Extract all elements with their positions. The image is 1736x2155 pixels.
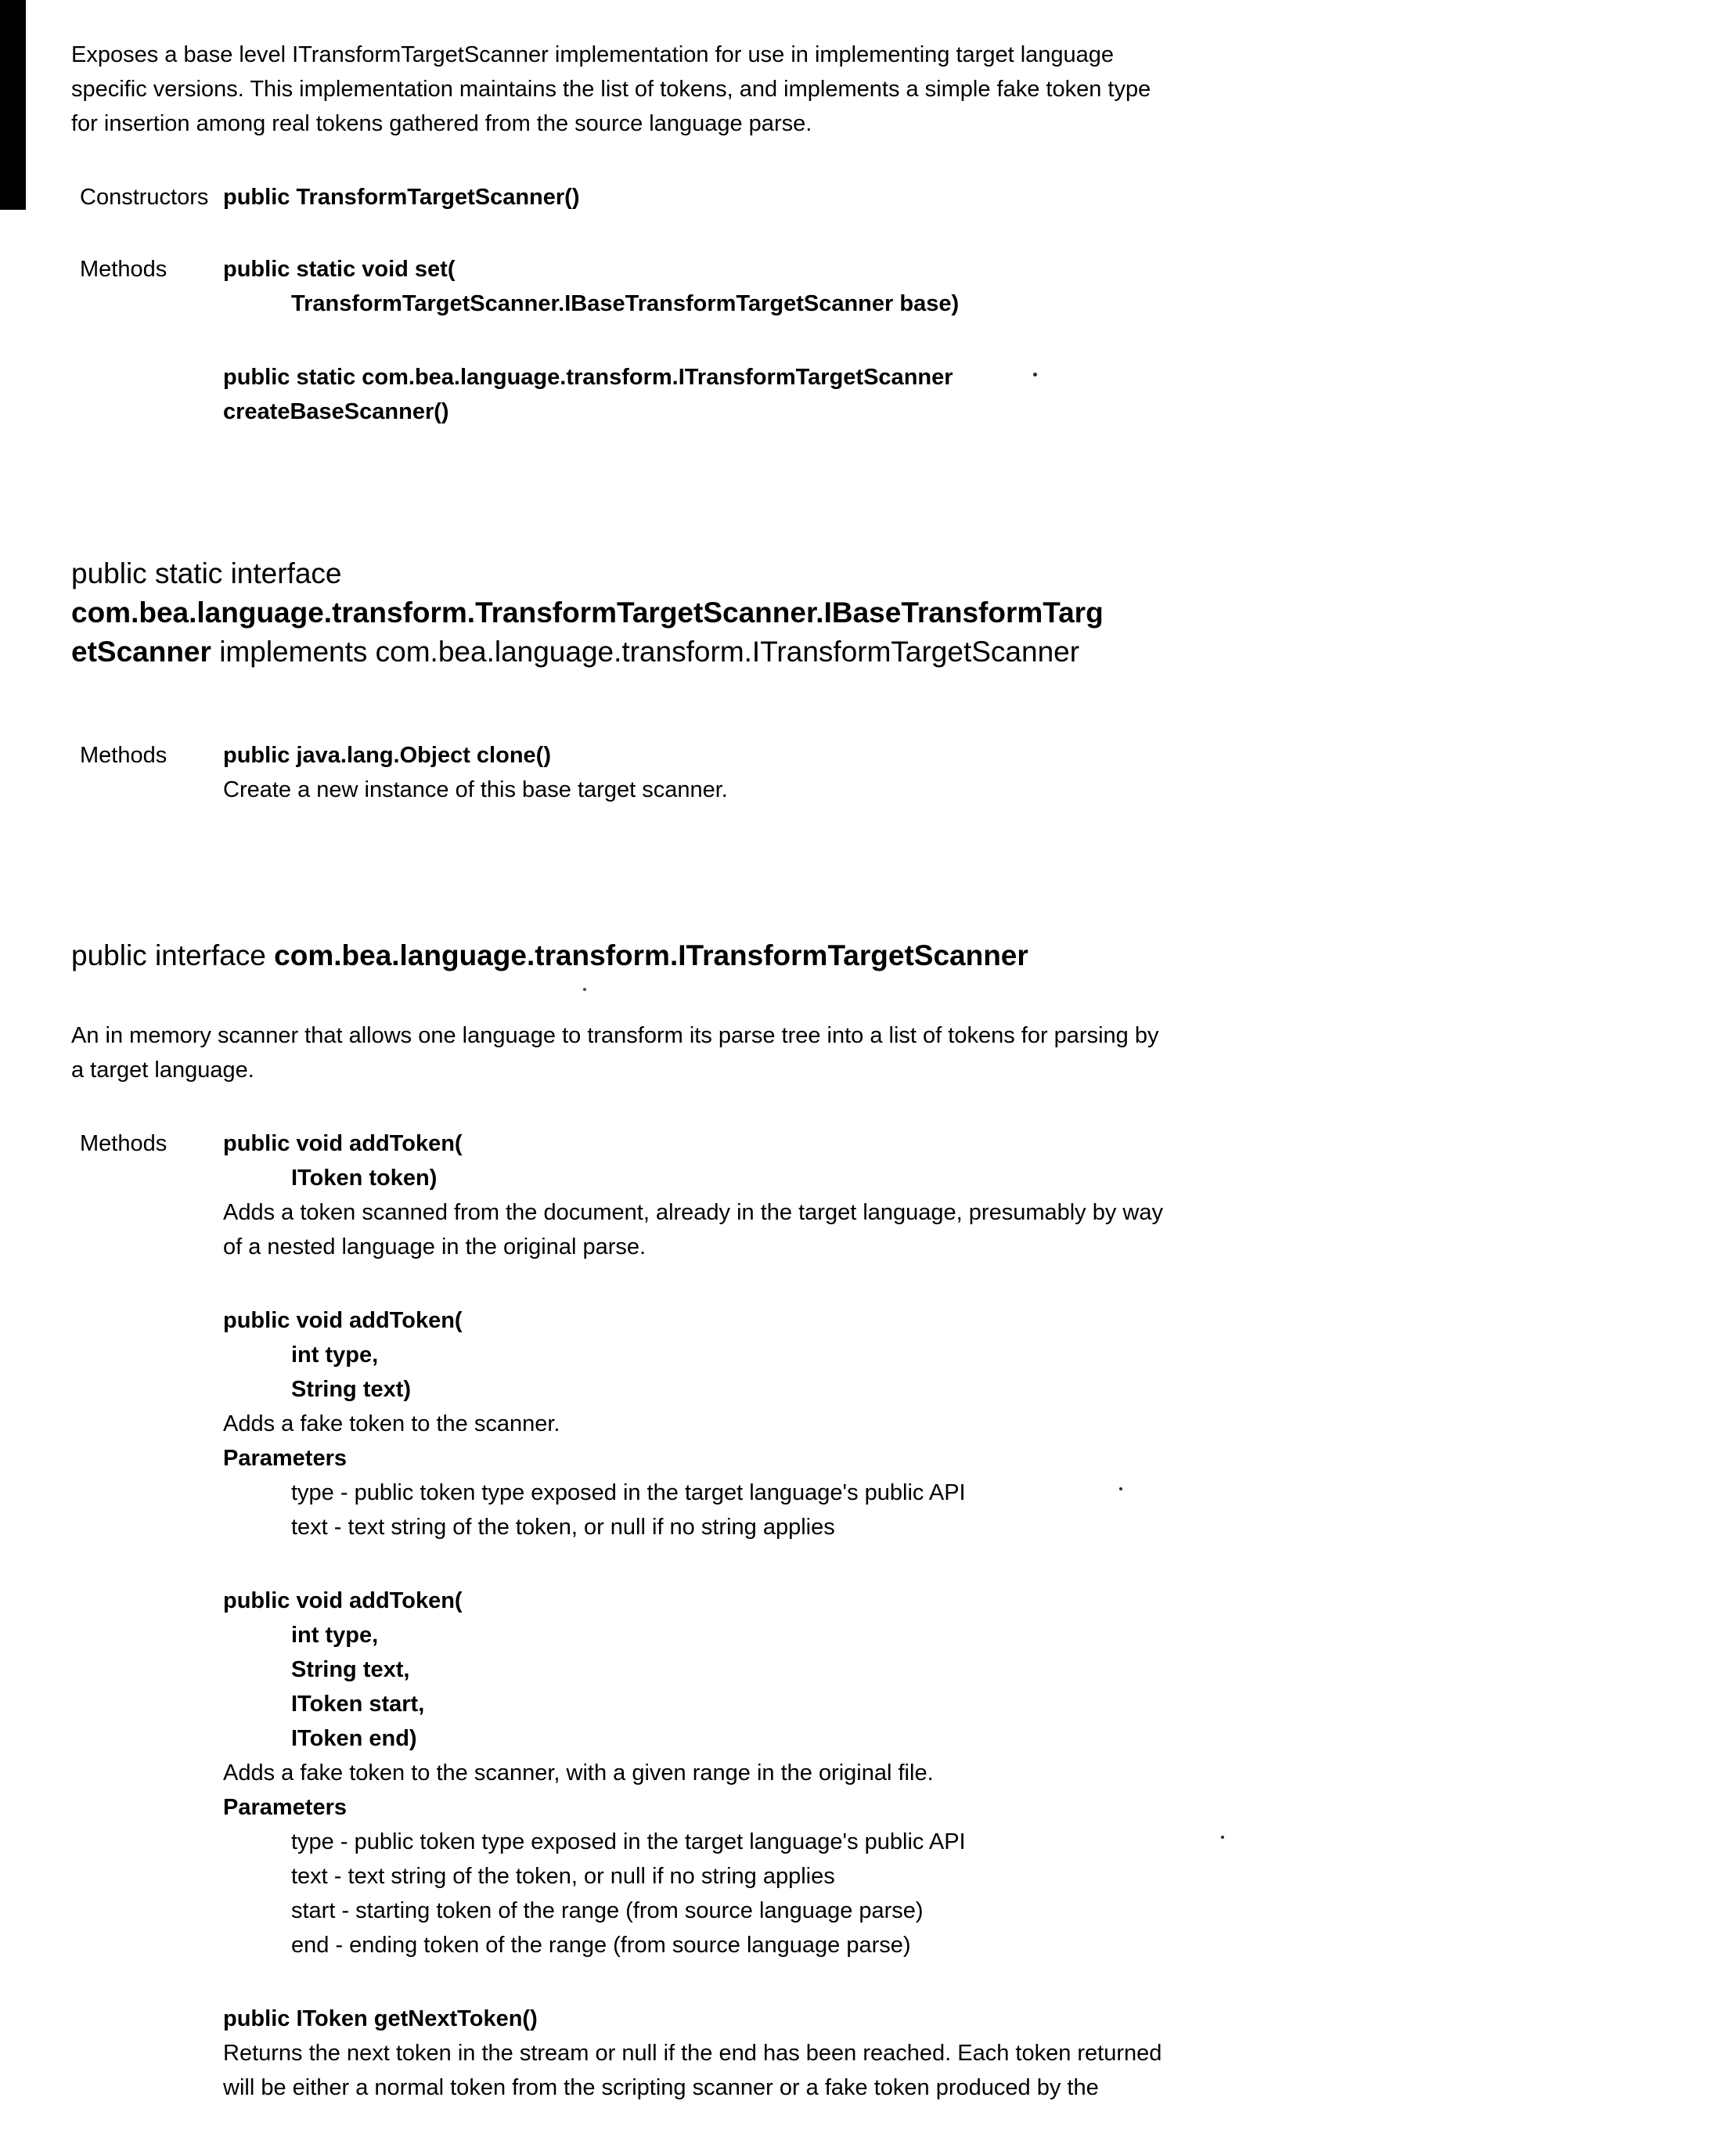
method-description-line: Create a new instance of this base target scanner.	[223, 777, 728, 802]
method-description-line: will be either a normal token from the scripting scanner or a fake token produced by the	[223, 2075, 1099, 2100]
text-line: a target language.	[71, 1058, 254, 1083]
method-description-line: Adds a token scanned from the document, already in the target language, presumably by way	[223, 1200, 1163, 1225]
method-signature-line: public static com.bea.language.transform.ITransformTargetScanner	[223, 365, 953, 390]
interface2-methods-row	[71, 1126, 1464, 2105]
method-description-line: Adds a fake token to the scanner, with a given range in the original file.	[223, 1760, 934, 1786]
class-methods-row	[71, 252, 1464, 429]
parameter-item: type - public token type exposed in the target language's public API	[291, 1480, 966, 1505]
interface2-description	[71, 1018, 1464, 1087]
method-signature-line: createBaseScanner()	[223, 399, 449, 424]
intro-paragraph	[71, 38, 1464, 141]
methods-label: Methods	[80, 257, 167, 282]
parameter-item: text - text string of the token, or null if no string applies	[291, 1515, 835, 1540]
heading-line: public static interface	[71, 557, 342, 589]
interface1-methods-row	[71, 738, 1464, 807]
methods-label: Methods	[80, 743, 167, 768]
method-description-line: of a nested language in the original parse.	[223, 1234, 646, 1259]
interface2-methods-content	[223, 1126, 1464, 2105]
interface1-heading	[71, 554, 1464, 672]
method-add-token-2	[223, 1303, 1464, 1544]
parameter-item: text - text string of the token, or null if no string applies	[291, 1864, 835, 1889]
method-signature-line: public void addToken(	[223, 1588, 463, 1613]
parameter-item: start - starting token of the range (from source language parse)	[291, 1898, 924, 1923]
interface2-heading	[71, 936, 1464, 975]
method-signature-line: public void addToken(	[223, 1131, 463, 1156]
constructor-entry	[223, 180, 1464, 214]
methods-label: Methods	[80, 1131, 167, 1156]
class-methods-content	[223, 252, 1464, 429]
text-line: Exposes a base level ITransformTargetScanner implementation for use in implementing target language	[71, 42, 1115, 67]
parameters-label: Parameters	[223, 1795, 347, 1820]
constructors-content	[223, 180, 1464, 214]
text-line: for insertion among real tokens gathered from the source language parse.	[71, 111, 812, 136]
method-param-line: String text)	[291, 1377, 412, 1402]
method-clone	[223, 738, 1464, 807]
method-add-token-3	[223, 1584, 1464, 1962]
parameter-item: end - ending token of the range (from source language parse)	[291, 1933, 911, 1958]
method-signature-line: public IToken getNextToken()	[223, 2006, 538, 2031]
method-description-line: Adds a fake token to the scanner.	[223, 1411, 560, 1436]
heading-line	[71, 936, 1464, 975]
method-param-line: IToken start,	[291, 1692, 425, 1717]
constructors-label: Constructors	[80, 185, 209, 210]
method-signature-line: public static void set(	[223, 257, 456, 282]
text-line: specific versions. This implementation maintains the list of tokens, and implements a simple fake token type	[71, 77, 1151, 102]
heading-bold-fragment: etScanner	[71, 636, 211, 668]
api-doc-page	[71, 38, 1464, 2105]
heading-normal-fragment: implements com.bea.language.transform.ITransformTargetScanner	[219, 636, 1080, 668]
interface1-methods-content	[223, 738, 1464, 807]
parameter-item: type - public token type exposed in the target language's public API	[291, 1829, 966, 1854]
heading-normal-fragment: public interface	[71, 939, 266, 971]
parameters-label: Parameters	[223, 1446, 347, 1471]
text-line: An in memory scanner that allows one language to transform its parse tree into a list of tokens for parsing by	[71, 1023, 1159, 1048]
method-param-line: TransformTargetScanner.IBaseTransformTargetScanner base)	[291, 291, 960, 316]
method-get-next-token	[223, 2002, 1464, 2105]
method-set	[223, 252, 1464, 321]
method-signature-line: public void addToken(	[223, 1308, 463, 1333]
method-add-token-1	[223, 1126, 1464, 1264]
method-signature-line: public java.lang.Object clone()	[223, 743, 551, 768]
heading-bold-fragment: com.bea.language.transform.ITransformTargetScanner	[274, 939, 1028, 971]
method-description-line: Returns the next token in the stream or null if the end has been reached. Each token returned	[223, 2041, 1162, 2066]
method-param-line: String text,	[291, 1657, 410, 1682]
scan-margin-bar	[0, 0, 26, 210]
method-param-line: int type,	[291, 1342, 379, 1368]
method-create-base-scanner	[223, 360, 1464, 429]
method-param-line: IToken end)	[291, 1726, 417, 1751]
method-param-line: IToken token)	[291, 1166, 438, 1191]
heading-line: com.bea.language.transform.TransformTargetScanner.IBaseTransformTarg	[71, 596, 1104, 629]
heading-line	[71, 632, 1464, 672]
constructors-row	[71, 180, 1464, 214]
constructor-signature: public TransformTargetScanner()	[223, 185, 580, 210]
method-param-line: int type,	[291, 1623, 379, 1648]
